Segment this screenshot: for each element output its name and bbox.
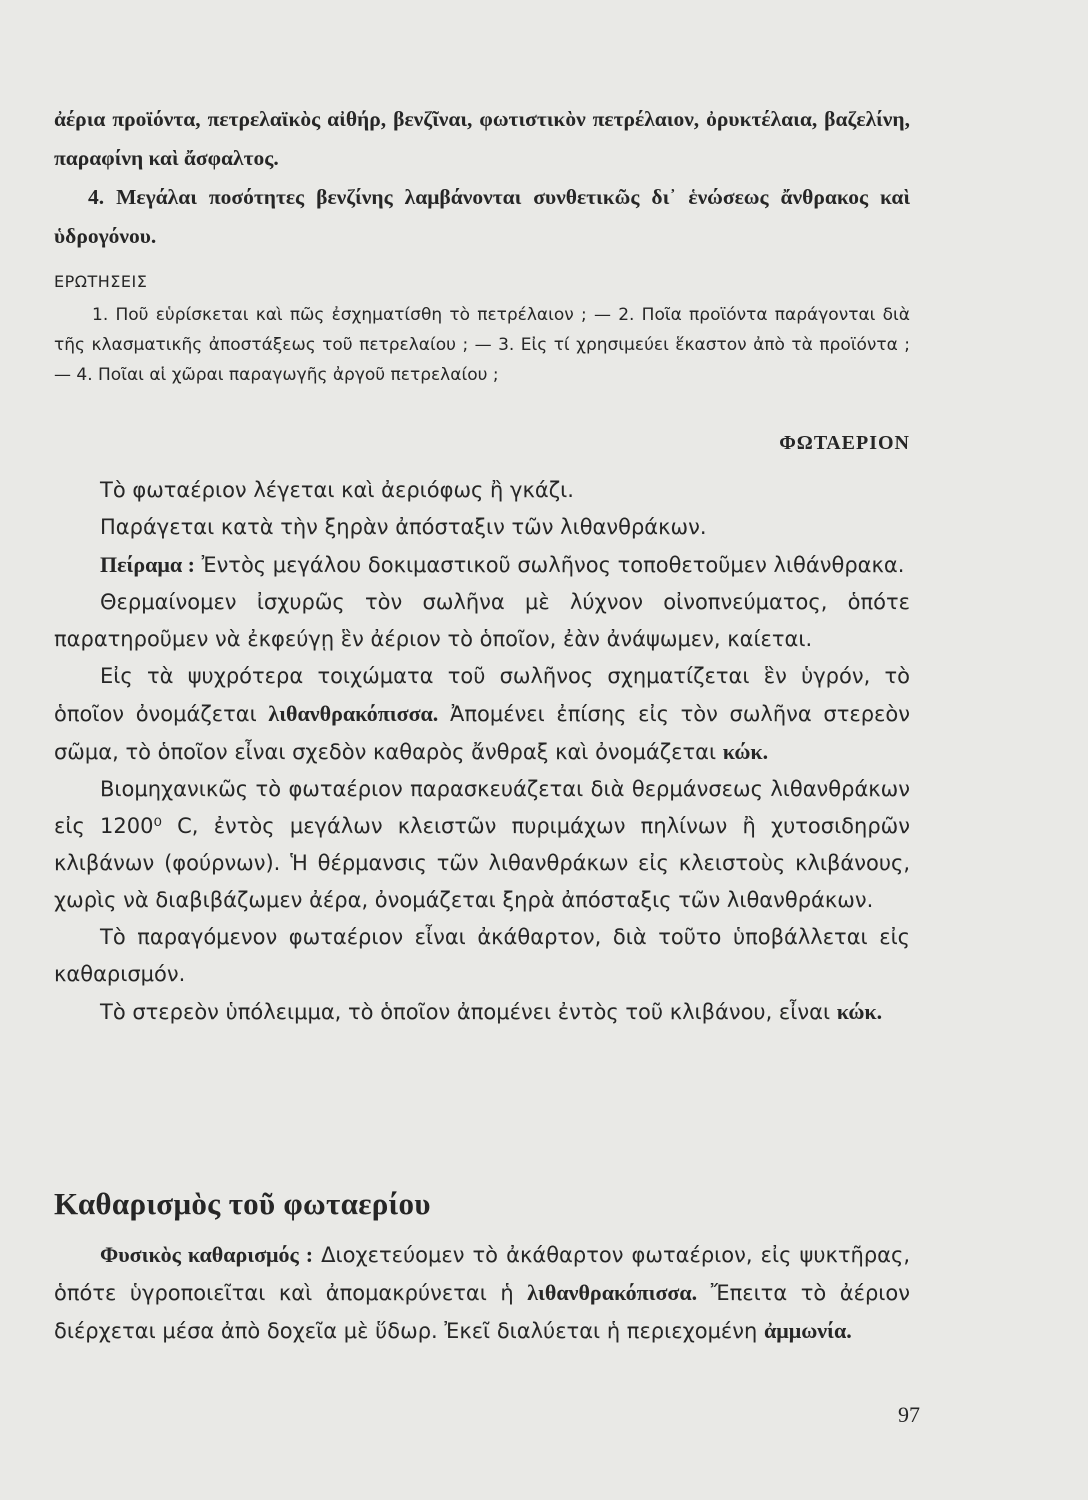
questions-heading: ΕΡΩΤΗΣΕΙΣ [54,272,148,291]
residue-text: Τὸ στερεὸν ὑπόλειμμα, τὸ ὁποῖον ἀπομένει ἐντὸς τοῦ κλιβάνου, εἶναι [100,1000,837,1024]
tar-text-b: Ἀπομένει ἐπίσης εἰς τὸν σωλῆνα στερεὸν σῶμα, τὸ ὁποῖον εἶναι σχεδὸν καθαρὸς ἄνθραξ καὶ ὀνομάζεται [54,702,910,764]
experiment-label: Πείραμα : [100,552,195,577]
tar-text-a: Εἰς τὰ ψυχρότερα τοιχώματα τοῦ σωλῆνος σχηματίζεται ἓν ὑγρόν, τὸ ὁποῖον ὀνομάζεται [54,664,910,726]
purification-text-b: Ἔπειτα τὸ ἀέριον διέρχεται μέσα ἀπὸ δοχεῖα μὲ ὕδωρ. Ἐκεῖ διαλύεται ἡ περιεχομένη [54,1281,910,1343]
paragraph-definition: Τὸ φωταέριον λέγεται καὶ ἀεριόφως ἢ γκάζι. [100,478,574,502]
subsection-body [54,1236,910,1350]
paragraph-tar [54,658,910,771]
paragraph-heating: Θερμαίνομεν ἰσχυρῶς τὸν σωλῆνα μὲ λύχνον οἰνοπνεύματος, ὁπότε παρατηροῦμεν νὰ ἐκφεύγῃ ἓν ἀέριον τὸ ὁποῖον, ἐὰν ἀνάψωμεν, καίεται. [54,590,910,651]
paragraph-residue [54,993,910,1031]
paragraph-industrial: Βιομηχανικῶς τὸ φωταέριον παρασκευάζεται διὰ θερμάνσεως λιθανθράκων εἰς 1200⁰ C, ἐντὸς μεγάλων κλειστῶν πυριμάχων πηλίνων ἢ χυτοσιδηρῶν κλιβάνων (φούρνων). Ἡ θέρμανσις τῶν λιθανθράκων εἰς κλειστοὺς κλιβάνους, χωρὶς νὰ διαβιβάζωμεν ἀέρα, ὀνομάζεται ξηρὰ ἀπόσταξις τῶν λιθανθράκων. [54,777,910,912]
page-number: 97 [898,1402,920,1427]
keyword-ammonia: ἀμμωνία. [764,1318,852,1343]
keyword-coal-tar-2: λιθανθρακόπισσα. [527,1280,698,1305]
section-body [54,472,910,1031]
subsection-title: Καθαρισμὸς τοῦ φωταερίου [54,1186,431,1221]
keyword-coke: κώκ. [722,739,769,764]
purification-text-a: Διοχετεύομεν τὸ ἀκάθαρτον φωταέριον, εἰς ψυκτῆρας, ὁπότε ὑγροποιεῖται καὶ ἀπομακρύνεται ἡ [54,1243,911,1305]
keyword-coal-tar: λιθανθρακόπισσα. [268,701,439,726]
intro-paragraph-2: 4. Μεγάλαι ποσότητες βενζίνης λαμβάνονται συνθετικῶς δι᾽ ἑνώσεως ἄνθρακος καὶ ὑδρογόνου. [54,185,910,248]
paragraph-production: Παράγεται κατὰ τὴν ξηρὰν ἀπόσταξιν τῶν λιθανθράκων. [100,515,707,539]
intro-text [54,100,910,256]
paragraph-physical-purification [54,1236,910,1350]
experiment-text: Ἐντὸς μεγάλου δοκιμαστικοῦ σωλῆνος τοποθετοῦμεν λιθάνθρακα. [194,553,905,577]
section-title: ΦΩΤΑΕΡΙΟΝ [779,432,910,454]
questions-text: 1. Ποῦ εὑρίσκεται καὶ πῶς ἐσχηματίσθη τὸ πετρέλαιον ; — 2. Ποῖα προϊόντα παράγονται διὰ τῆς κλασματικῆς ἀποστάξεως τοῦ πετρελαίου ; — 3. Εἰς τί χρησιμεύει ἕκαστον ἀπὸ τὰ προϊόντα ; — 4. Ποῖαι αἱ χῶραι παραγωγῆς ἀργοῦ πετρελαίου ; [54,305,910,385]
paragraph-impure: Τὸ παραγόμενον φωταέριον εἶναι ἀκάθαρτον, διὰ τοῦτο ὑποβάλλεται εἰς καθαρισμόν. [54,925,910,986]
keyword-coke-2: κώκ. [836,999,883,1024]
intro-paragraph-1: ἀέρια προϊόντα, πετρελαϊκὸς αἰθήρ, βενζῖναι, φωτιστικὸν πετρέλαιον, ὀρυκτέλαια, βαζελίνη, παραφίνη καὶ ἄσφαλτος. [54,107,910,170]
purification-label: Φυσικὸς καθαρισμός : [100,1242,314,1267]
paragraph-experiment [54,546,910,584]
